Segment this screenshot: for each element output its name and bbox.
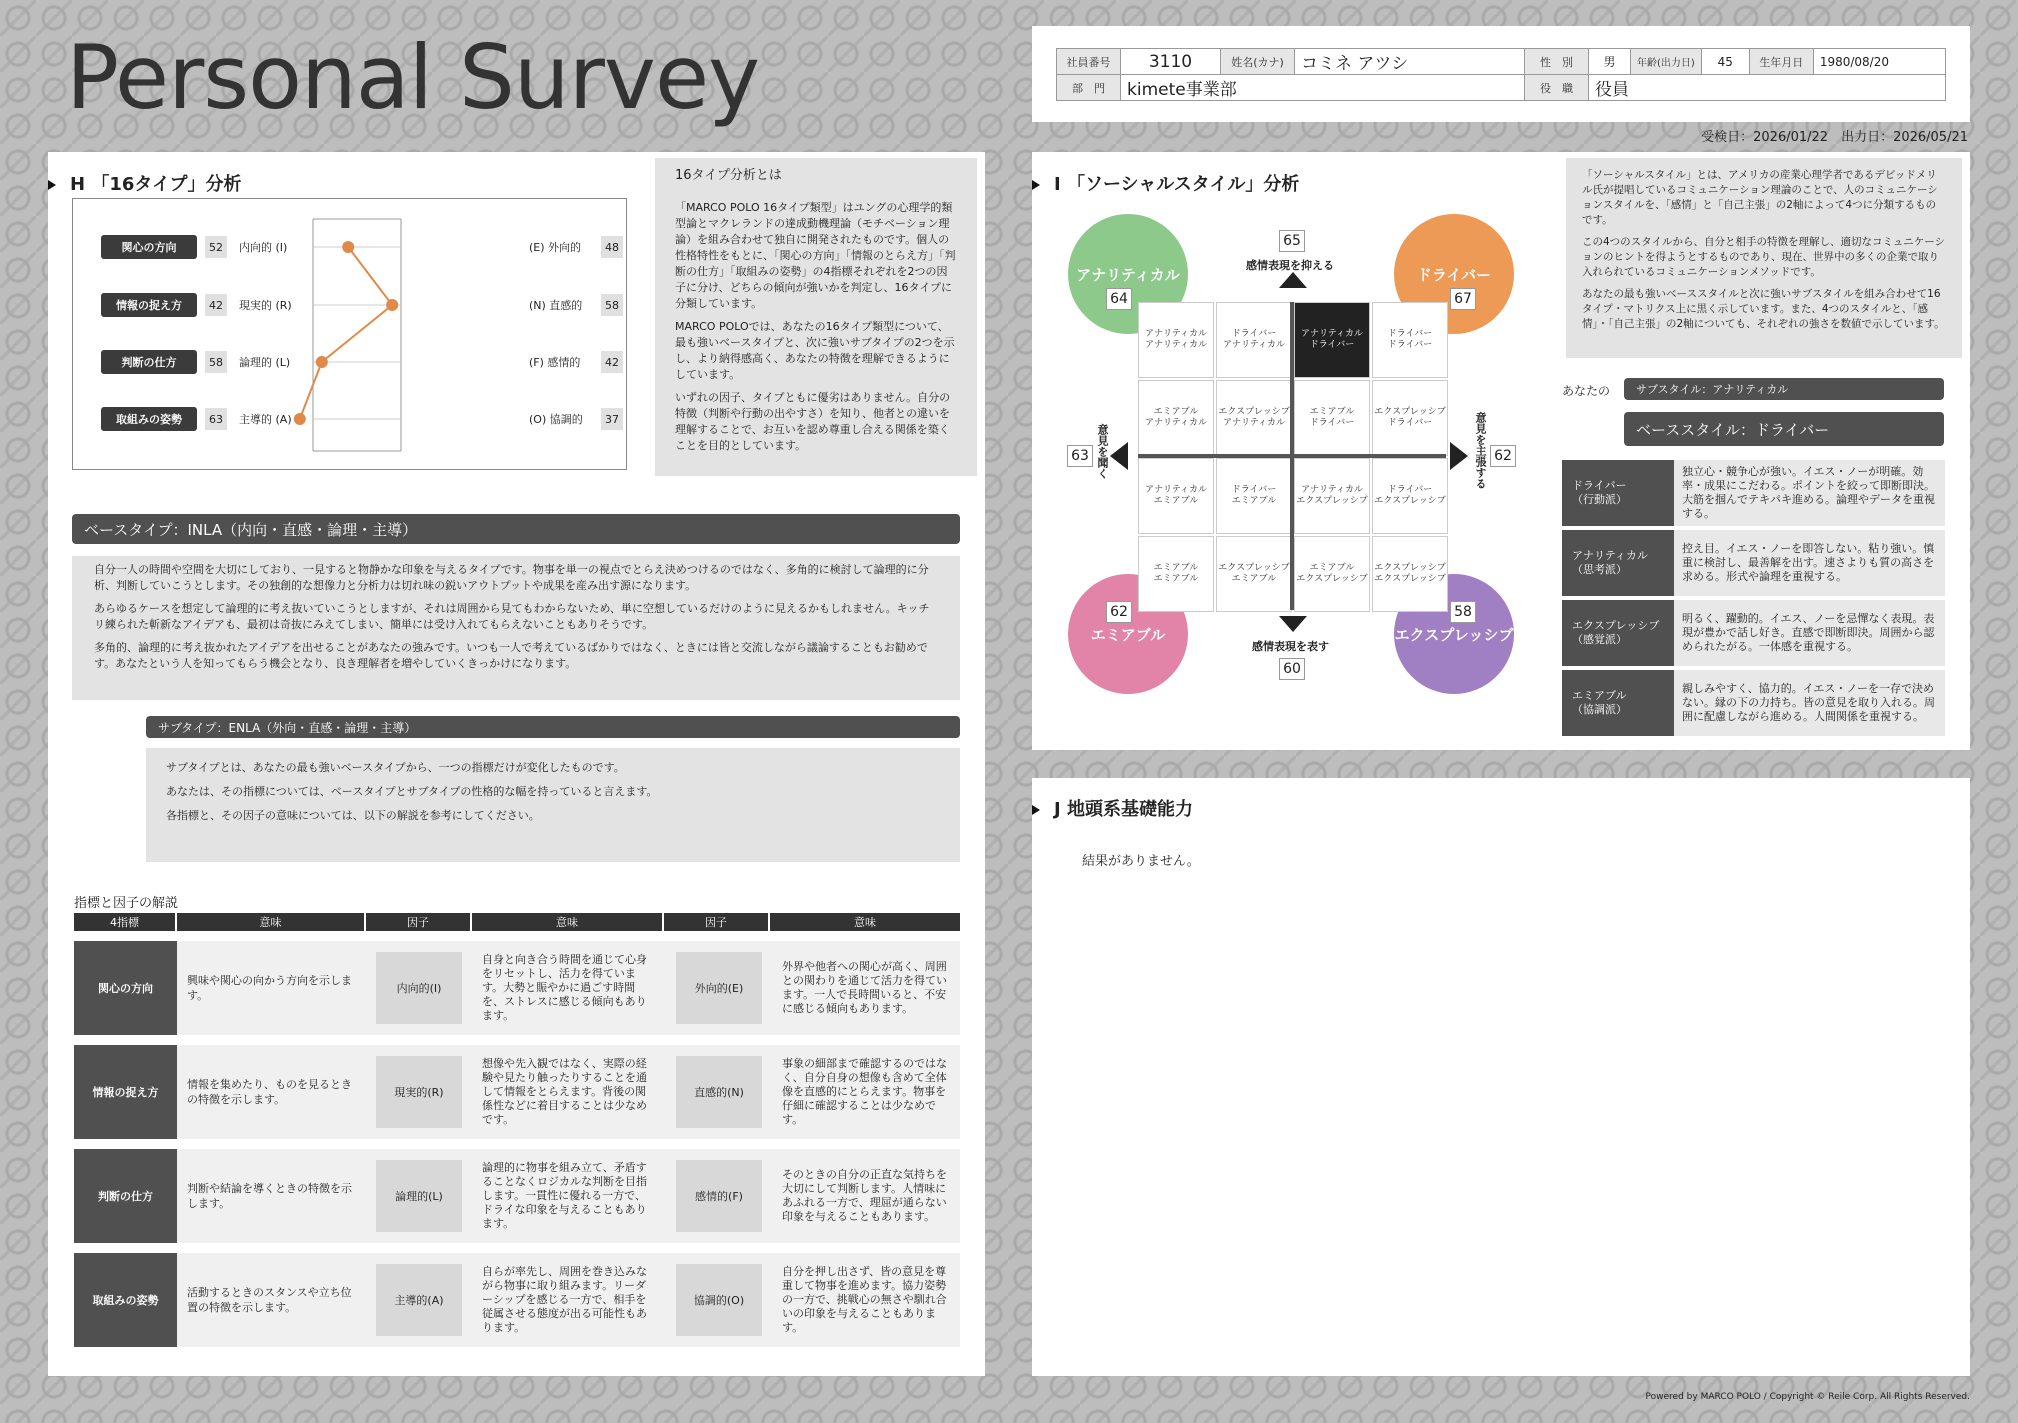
cell-factor bbox=[366, 1045, 472, 1139]
style-row bbox=[1562, 460, 1945, 526]
matrix-cell: エクスプレッシブ アナリティカル bbox=[1216, 380, 1292, 456]
th: 意味 bbox=[472, 913, 664, 931]
left-factor: 主導的 (A) bbox=[239, 413, 292, 426]
style-kind: （協調派） bbox=[1572, 703, 1627, 716]
about-paragraph: 「MARCO POLO 16タイプ類型」はユングの心理学的類型論とマクレランドの達成動機理論（モチベーション理論）を組み合わせて独自に開発されたものです。個人の性格特性をもとに、「関心の方向」「情報のとらえ方」「判断の仕方」「取組みの姿勢」の4指標それぞれを2つの因子に分け、どちらの傾向が強いかを判定し、16タイプに分類しています。 bbox=[675, 201, 956, 310]
matrix-cell: エクスプレッシブ ドライバー bbox=[1372, 380, 1448, 456]
cell-factor-meaning: 自分を押し出さず、皆の意見を尊重して物事を進めます。協力姿勢の一方で、挑戦心の無さや馴れ合いの印象を与えることもあります。 bbox=[782, 1265, 947, 1334]
sub-type-text bbox=[146, 748, 960, 862]
base-style-bar bbox=[1624, 412, 1944, 446]
cell-factor bbox=[366, 941, 472, 1035]
driver-label: ドライバー bbox=[1416, 265, 1492, 284]
cell-factor bbox=[666, 941, 772, 1035]
right-score: 37 bbox=[601, 408, 623, 430]
right-factor: (F) 感情的 bbox=[529, 356, 581, 369]
top-label: 感情表現を抑える bbox=[1246, 259, 1334, 272]
table-row bbox=[74, 1149, 960, 1243]
cell-key: 判断の仕方 bbox=[74, 1149, 177, 1243]
matrix-cell: エクスプレッシブ エミアブル bbox=[1216, 536, 1292, 612]
right-factor: (E) 外向的 bbox=[529, 241, 582, 254]
about-social-style bbox=[1566, 158, 1962, 358]
factor-label: 協調的(O) bbox=[676, 1264, 762, 1336]
sub-paragraph: あなたは、その指標については、ベースタイプとサブタイプの性格的な幅を持っていると言えます。 bbox=[166, 785, 658, 798]
sub-type-label: サブタイプ：ENLA（外向・直感・論理・主導） bbox=[158, 720, 417, 735]
about-paragraph: いずれの因子、タイプともに優劣はありません。自分の特徴（判断や行動の出やすさ）を知り、他者との違いを理解することで、お互いを認め尊重し合える関係を築くことを目的としています。 bbox=[675, 391, 951, 452]
factor-label: 論理的(L) bbox=[376, 1160, 462, 1232]
row-tag: 情報の捉え方 bbox=[101, 293, 197, 317]
top-score: 65 bbox=[1279, 230, 1305, 252]
style-name: アナリティカル bbox=[1572, 549, 1648, 562]
page-title: Personal Survey bbox=[66, 26, 760, 129]
cell-factor-meaning: そのときの自分の正直な気持ちを大切にして判断します。人情味にあふれる一方で、理屈が通らない印象を与えることもあります。 bbox=[782, 1168, 947, 1223]
left-score: 58 bbox=[205, 351, 227, 373]
left-factor: 内向的 (I) bbox=[239, 241, 288, 254]
right-factor: (N) 直感的 bbox=[529, 299, 583, 312]
employee-info-table bbox=[1056, 48, 1946, 101]
style-row bbox=[1562, 670, 1945, 736]
dept-value: kimete事業部 bbox=[1121, 75, 1525, 101]
style-label bbox=[1562, 530, 1674, 596]
section-j-title: J 地頭系基礎能力 bbox=[1054, 799, 1193, 820]
arrow-icon bbox=[48, 180, 56, 190]
about-paragraph: MARCO POLOでは、あなたの16タイプ類型について、最も強いベースタイプと、次に強いサブタイプの2つを示し、より納得感高く、あなたの特徴を理解できるようにしています。 bbox=[675, 320, 955, 381]
matrix-cell: アナリティカル ドライバー bbox=[1294, 302, 1370, 378]
cell-factor-meaning: 論理的に物事を組み立て、矛盾することなくロジカルな判断を目指します。一貫性に優れる一方で、ドライな印象を与えることもあります。 bbox=[482, 1161, 647, 1230]
right-score: 58 bbox=[601, 294, 623, 316]
cell-factor-meaning: 自身と向き合う時間を通じて心身をリセットし、活力を得ています。大勢と賑やかに過ごす時間を、ストレスに感じる傾向もあります。 bbox=[482, 953, 647, 1022]
cell-meaning: 活動するときのスタンスや立ち位置の特徴を示します。 bbox=[187, 1286, 352, 1314]
th: 因子 bbox=[366, 913, 472, 931]
emp-no-label: 社員番号 bbox=[1057, 49, 1121, 75]
left-factor: 現実的 (R) bbox=[239, 299, 292, 312]
style-kind: （行動派） bbox=[1572, 493, 1627, 506]
sub-style-bar bbox=[1624, 378, 1944, 400]
exam-dates: 受検日：2026/01/22 出力日：2026/05/21 bbox=[1701, 130, 1968, 145]
factor-label: 主導的(A) bbox=[376, 1264, 462, 1336]
score-point bbox=[386, 299, 398, 311]
left-score: 52 bbox=[205, 236, 227, 258]
sub-type-bar bbox=[146, 716, 960, 738]
driver-score: 67 bbox=[1450, 288, 1476, 310]
section-h-title: H 「16タイプ」分析 bbox=[70, 174, 242, 195]
birth-value: 1980/08/20 bbox=[1813, 49, 1945, 75]
cell-meaning: 興味や関心の向かう方向を示します。 bbox=[187, 974, 352, 1002]
table-row bbox=[74, 1253, 960, 1347]
yours-label: あなたの bbox=[1562, 384, 1611, 398]
base-type-text bbox=[72, 556, 960, 700]
base-type-label: ベースタイプ：INLA（内向・直感・論理・主導） bbox=[84, 520, 418, 539]
matrix-cell: ドライバー エミアブル bbox=[1216, 458, 1292, 534]
th: 意味 bbox=[854, 916, 876, 929]
matrix-cell: アナリティカル エクスプレッシブ bbox=[1294, 458, 1370, 534]
score-point bbox=[342, 241, 354, 253]
no-results: 結果がありません。 bbox=[1082, 854, 1200, 869]
cell-factor bbox=[666, 1149, 772, 1243]
style-matrix bbox=[1138, 302, 1446, 610]
right-score: 62 bbox=[1490, 445, 1516, 467]
amiable-score: 62 bbox=[1106, 601, 1132, 623]
cell-key: 関心の方向 bbox=[74, 941, 177, 1035]
row-tag: 取組みの姿勢 bbox=[101, 407, 197, 431]
base-paragraph: あらゆるケースを想定して論理的に考え抜いていこうとしますが、それは周囲から見てもわからないため、単に空想しているだけのように見えるかもしれません。キッチリ練られた斬新なアイデアも、最初は奇抜にみえてしまい、簡単には受け入れてもらえないこともありそうです。 bbox=[94, 602, 930, 631]
age-label: 年齢(出力日) bbox=[1631, 49, 1702, 75]
chart-row-3 bbox=[101, 350, 619, 374]
section-j-heading bbox=[1032, 795, 1193, 821]
expressive-label: エクスプレッシブ bbox=[1394, 625, 1514, 644]
matrix-h-axis bbox=[1138, 454, 1446, 458]
right-label: 意見を主張する bbox=[1474, 412, 1487, 489]
about-paragraph: この4つのスタイルから、自分と相手の特徴を理解し、適切なコミュニケーションのヒントを得ようとするものであり、現在、世界中の多くの企業で取り入れられているコミュニケーションメソッドです。 bbox=[1582, 236, 1946, 278]
type-score-chart bbox=[72, 198, 627, 470]
factor-label: 感情的(F) bbox=[676, 1160, 762, 1232]
matrix-cell: アナリティカル エミアブル bbox=[1138, 458, 1214, 534]
style-descriptions bbox=[1562, 460, 1945, 740]
expressive-score: 58 bbox=[1450, 601, 1476, 623]
base-paragraph: 多角的、論理的に考え抜かれたアイデアを出せることがあなたの強みです。いつも一人で考えているばかりではなく、ときには皆と交流しながら議論することもお勧めです。あなたという人を知ってもらう機会となり、良き理解者を増やしていくきっかけになります。 bbox=[94, 641, 928, 670]
left-arrow-icon bbox=[1110, 442, 1128, 470]
dept-label: 部 門 bbox=[1057, 75, 1121, 101]
factor-label: 外向的(E) bbox=[676, 952, 762, 1024]
amiable-label: エミアブル bbox=[1090, 625, 1166, 644]
matrix-cell: ドライバー ドライバー bbox=[1372, 302, 1448, 378]
th: 因子 bbox=[664, 913, 770, 931]
sub-paragraph: サブタイプとは、あなたの最も強いベースタイプから、一つの指標だけが変化したものです。 bbox=[166, 761, 625, 774]
section-i-title: I 「ソーシャルスタイル」分析 bbox=[1054, 174, 1300, 195]
right-score: 48 bbox=[601, 236, 623, 258]
factor-label: 直感的(N) bbox=[676, 1056, 762, 1128]
table-row bbox=[74, 1045, 960, 1139]
name-value: コミネ アツシ bbox=[1295, 49, 1525, 75]
cell-factor-meaning: 外界や他者への関心が高く、周囲との関わりを通じて活力を得ています。一人で長時間いると、不安に感じる傾向もあります。 bbox=[782, 960, 947, 1015]
cell-key: 取組みの姿勢 bbox=[74, 1253, 177, 1347]
analytical-score: 64 bbox=[1106, 288, 1132, 310]
factor-label: 現実的(R) bbox=[376, 1056, 462, 1128]
th: 意味 bbox=[177, 913, 366, 931]
birth-label: 生年月日 bbox=[1749, 49, 1813, 75]
matrix-cell: エミアブル アナリティカル bbox=[1138, 380, 1214, 456]
th: 4指標 bbox=[74, 913, 177, 931]
matrix-cell: エミアブル エクスプレッシブ bbox=[1294, 536, 1370, 612]
right-arrow-icon bbox=[1450, 442, 1468, 470]
base-type-bar bbox=[72, 514, 960, 544]
style-label bbox=[1562, 670, 1674, 736]
right-factor: (O) 協調的 bbox=[529, 413, 583, 426]
matrix-cell: エミアブル エミアブル bbox=[1138, 536, 1214, 612]
top-arrow-icon bbox=[1279, 272, 1307, 288]
sub-style-label: サブスタイル：アナリティカル bbox=[1636, 383, 1789, 396]
style-kind: （感覚派） bbox=[1572, 633, 1627, 646]
left-score: 63 bbox=[1067, 445, 1093, 467]
table-row bbox=[74, 941, 960, 1035]
style-label bbox=[1562, 600, 1674, 666]
left-score: 63 bbox=[205, 408, 227, 430]
role-value: 役員 bbox=[1589, 75, 1946, 101]
style-label bbox=[1562, 460, 1674, 526]
row-tag: 判断の仕方 bbox=[101, 350, 197, 374]
sub-paragraph: 各指標と、その因子の意味については、以下の解説を参考にしてください。 bbox=[166, 809, 540, 822]
chart-row-1 bbox=[101, 235, 619, 259]
cell-factor-meaning: 事象の細部まで確認するのではなく、自分自身の想像も含めて全体像を直感的にとらえます。物事を仔細に確認することは少なめです。 bbox=[782, 1057, 947, 1126]
cell-key: 情報の捉え方 bbox=[74, 1045, 177, 1139]
matrix-cell: エミアブル ドライバー bbox=[1294, 380, 1370, 456]
left-factor: 論理的 (L) bbox=[239, 356, 291, 369]
cell-factor bbox=[366, 1149, 472, 1243]
employee-info-card bbox=[1032, 26, 1970, 122]
style-desc: 控え目。イエス・ノーを即答しない。粘り強い。慎重に検討し、最善解を出す。速さよりも質の高さを求める。形式や論理を重視する。 bbox=[1674, 530, 1945, 596]
left-label: 意見を聞く bbox=[1096, 424, 1109, 479]
bottom-arrow-icon bbox=[1279, 616, 1307, 632]
style-name: エクスプレッシブ bbox=[1572, 619, 1660, 632]
role-label: 役 職 bbox=[1525, 75, 1589, 101]
cell-factor bbox=[666, 1253, 772, 1347]
analytical-label: アナリティカル bbox=[1076, 265, 1180, 284]
about-title: 16タイプ分析とは bbox=[675, 168, 782, 183]
style-desc: 独立心・競争心が強い。イエス・ノーが明確。効率・成果にこだわる。ポイントを絞って即断即決。大筋を掴んでテキパキ進める。論理やデータを重視する。 bbox=[1674, 460, 1945, 526]
cell-factor-meaning: 想像や先入観ではなく、実際の経験や見たり触ったりすることを通して情報をとらえます。背後の関係性などに着目することは少なめです。 bbox=[482, 1057, 647, 1126]
arrow-icon bbox=[1032, 180, 1040, 190]
emp-no: 3110 bbox=[1121, 49, 1221, 75]
bottom-score: 60 bbox=[1279, 658, 1305, 680]
about-16-types bbox=[655, 158, 977, 476]
matrix-cell: ドライバー アナリティカル bbox=[1216, 302, 1292, 378]
age-value: 45 bbox=[1701, 49, 1749, 75]
row-tag: 関心の方向 bbox=[101, 235, 197, 259]
style-name: ドライバー bbox=[1572, 479, 1627, 492]
left-score: 42 bbox=[205, 294, 227, 316]
matrix-cell: ドライバー エクスプレッシブ bbox=[1372, 458, 1448, 534]
factor-label: 内向的(I) bbox=[376, 952, 462, 1024]
style-desc: 親しみやすく、協力的。イエス・ノーを一存で決めない。縁の下の力持ち。皆の意見を取り入れる。周囲に配慮しながら進める。人間関係を重視する。 bbox=[1674, 670, 1945, 736]
cell-factor bbox=[666, 1045, 772, 1139]
style-name: エミアブル bbox=[1572, 689, 1627, 702]
right-score: 42 bbox=[601, 351, 623, 373]
matrix-cell: アナリティカル アナリティカル bbox=[1138, 302, 1214, 378]
cell-factor-meaning: 自らが率先し、周囲を巻き込みながら物事に取り組みます。リーダーシップを感じる一方で、相手を従属させる態度が出る可能性もあります。 bbox=[482, 1265, 647, 1334]
section-h-heading bbox=[48, 170, 241, 196]
matrix-cell: エクスプレッシブ エクスプレッシブ bbox=[1372, 536, 1448, 612]
about-paragraph: あなたの最も強いベーススタイルと次に強いサブスタイルを組み合わせて16タイプ・マトリクス上に黒く示しています。また、4つのスタイルと、「感情」・「自己主張」の2軸についても、それぞれの強さを数値で示しています。 bbox=[1582, 288, 1945, 330]
base-paragraph: 自分一人の時間や空間を大切にしており、一見すると物静かな印象を与えるタイプです。物事を単一の視点でとらえ決めつけるのではなく、多角的に検討して論理的に分析、判断していこうとします。その独創的な想像力と分析力は切れ味の鋭いアウトプットや成果を産み出す源になります。 bbox=[94, 563, 929, 592]
table-header bbox=[74, 913, 960, 931]
gender-value: 男 bbox=[1589, 49, 1631, 75]
style-row bbox=[1562, 600, 1945, 666]
style-kind: （思考派） bbox=[1572, 563, 1627, 576]
style-row bbox=[1562, 530, 1945, 596]
about-paragraph: 「ソーシャルスタイル」とは、アメリカの産業心理学者であるデビッドメリル氏が提唱しているコミュニケーション理論のことで、人のコミュニケーションスタイルを、「感情」と「自己主張」の2軸によって4つに分類するものです。 bbox=[1582, 169, 1938, 226]
footer: Powered by MARCO POLO / Copyright © Reile Corp. All Rights Reserved. bbox=[1645, 1392, 1970, 1402]
cell-meaning: 判断や結論を導くときの特徴を示します。 bbox=[187, 1182, 352, 1210]
arrow-icon bbox=[1032, 805, 1040, 815]
gender-label: 性 別 bbox=[1525, 49, 1589, 75]
cell-factor bbox=[366, 1253, 472, 1347]
table-title: 指標と因子の解説 bbox=[74, 896, 179, 911]
cell-meaning: 情報を集めたり、ものを見るときの特徴を示します。 bbox=[187, 1078, 352, 1106]
bottom-label: 感情表現を表す bbox=[1252, 640, 1329, 653]
section-i-heading bbox=[1032, 170, 1299, 196]
factor-table bbox=[74, 913, 960, 1347]
score-line bbox=[300, 247, 392, 419]
base-style-label: ベーススタイル：ドライバー bbox=[1636, 420, 1830, 439]
style-desc: 明るく、躍動的。イエス、ノーを忌憚なく表現。表現が豊かで話し好き。直感で即断即決。周囲から認められたがる。一体感を重視する。 bbox=[1674, 600, 1945, 666]
chart-row-2 bbox=[101, 293, 619, 317]
chart-row-4 bbox=[101, 407, 619, 431]
name-label: 姓名(カナ) bbox=[1221, 49, 1295, 75]
